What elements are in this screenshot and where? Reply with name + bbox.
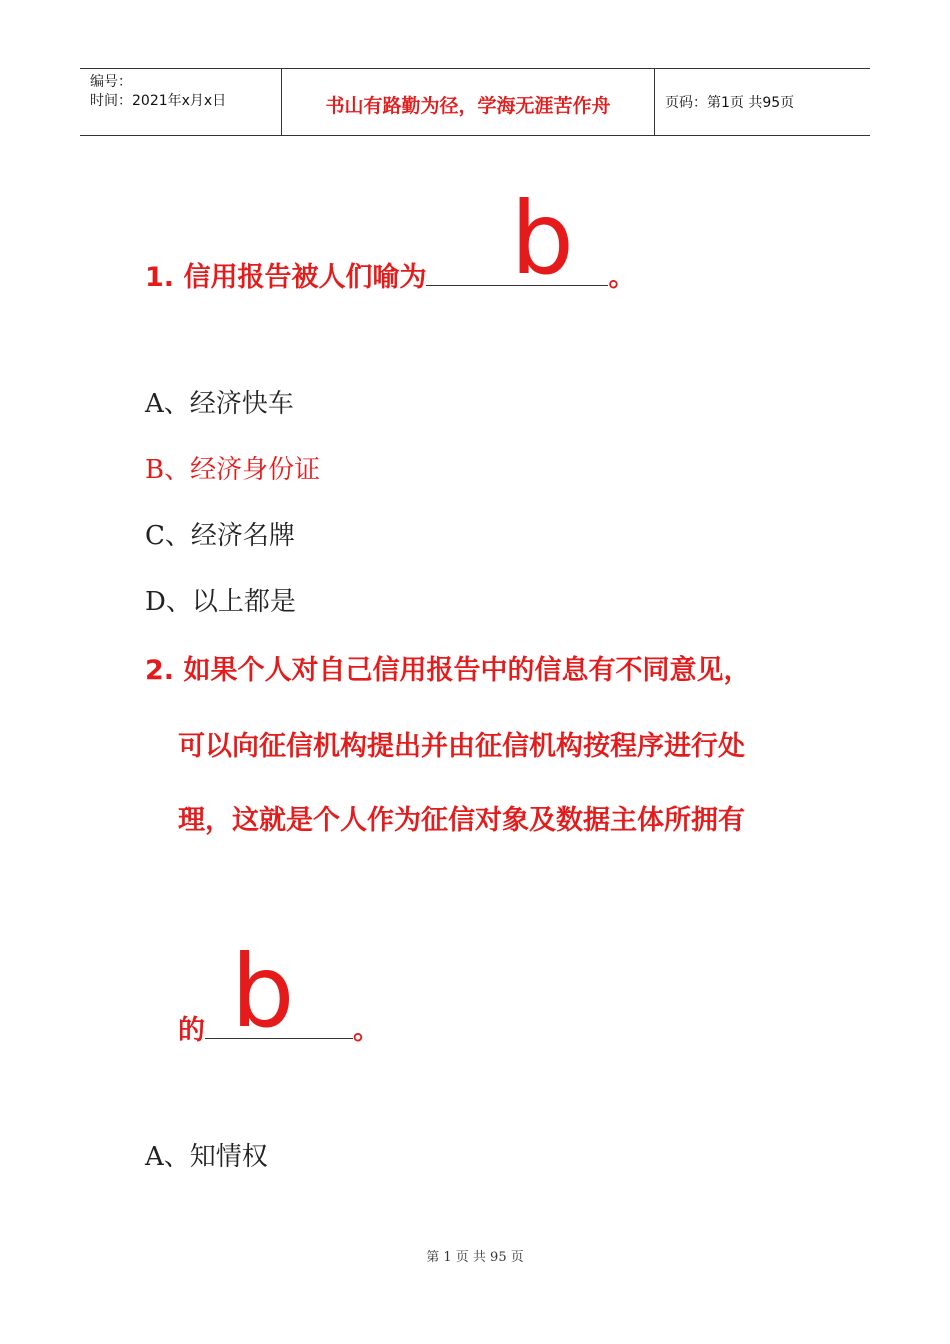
option-2a[interactable]: A、知情权 [145, 1142, 268, 1172]
doc-time-label: 时间：2021年x月x日 [90, 93, 227, 109]
option-1c[interactable]: C、经济名牌 [145, 521, 295, 551]
question-2-tail-text: 的 [178, 1015, 205, 1046]
question-1-text: 1. 信用报告被人们喻为 [145, 262, 427, 293]
page-footer: 第 1 页 共 95 页 [426, 1250, 524, 1265]
option-1b[interactable]: B、经济身份证 [145, 455, 321, 485]
option-1d[interactable]: D、以上都是 [145, 587, 296, 617]
header-page-info: 页码：第1页 共95页 [665, 95, 795, 111]
question-2-line-3: 理，这就是个人作为征信对象及数据主体所拥有 [178, 805, 745, 836]
question-2-tail [178, 933, 380, 1050]
answer-blank-1[interactable] [426, 180, 608, 297]
question-2-line-2: 可以向征信机构提出并由征信机构按程序进行处 [178, 731, 745, 762]
header-meta [80, 69, 282, 135]
header-motto: 书山有路勤为径，学海无涯苦作舟 [282, 69, 655, 135]
question-2-line-1: 2. 如果个人对自己信用报告中的信息有不同意见， [145, 655, 751, 686]
doc-number-label: 编号： [90, 74, 132, 90]
question-1-end: 。 [608, 262, 636, 293]
question-2-end: 。 [353, 1015, 380, 1046]
option-1a[interactable]: A、经济快车 [145, 389, 294, 419]
header-table [80, 68, 870, 136]
answer-2: b [231, 933, 295, 1050]
answer-1: b [510, 180, 574, 297]
question-1 [145, 180, 636, 297]
answer-blank-2[interactable] [205, 933, 353, 1050]
